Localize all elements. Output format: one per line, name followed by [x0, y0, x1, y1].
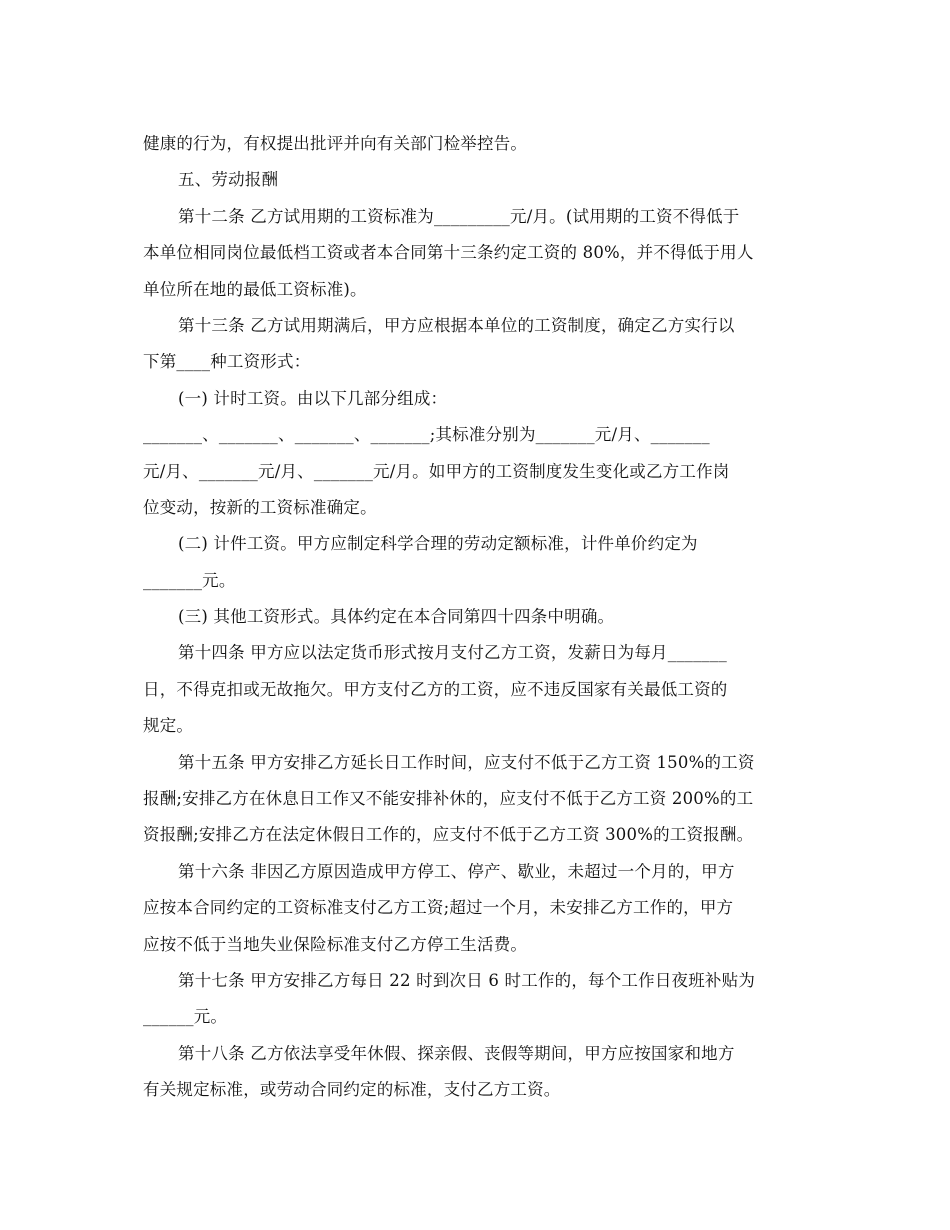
text-line: 应按不低于当地失业保险标准支付乙方停工生活费。: [143, 934, 528, 954]
text-line: (一) 计时工资。由以下几部分组成：: [178, 388, 448, 408]
text-line: 第十四条 甲方应以法定货币形式按月支付乙方工资，发薪日为每月_______: [178, 643, 727, 663]
text-line: 第十八条 乙方依法享受年休假、探亲假、丧假等期间，甲方应按国家和地方: [178, 1043, 735, 1063]
text-line: 日，不得克扣或无故拖欠。甲方支付乙方的工资，应不违反国家有关最低工资的: [143, 679, 728, 699]
text-line: 报酬;安排乙方在休息日工作又不能安排补休的，应支付不低于乙方工资 200%的工: [143, 789, 754, 809]
text-line: _______、_______、_______、_______;其标准分别为_______元/月、_______: [143, 425, 710, 445]
text-line: 第十六条 非因乙方原因造成甲方停工、停产、歇业，未超过一个月的，甲方: [178, 861, 735, 881]
text-line: 第十二条 乙方试用期的工资标准为_________元/月。(试用期的工资不得低于: [178, 206, 740, 226]
document-body: [143, 126, 803, 1109]
text-line: 第十三条 乙方试用期满后，甲方应根据本单位的工资制度，确定乙方实行以: [178, 315, 735, 335]
text-line: 第十七条 甲方安排乙方每日 22 时到次日 6 时工作的，每个工作日夜班补贴为: [178, 970, 756, 990]
text-line: 位变动，按新的工资标准确定。: [143, 497, 377, 517]
text-line: (二) 计件工资。甲方应制定科学合理的劳动定额标准，计件单价约定为: [178, 534, 698, 554]
text-line: 本单位相同岗位最低档工资或者本合同第十三条约定工资的 80%，并不得低于用人: [143, 243, 754, 263]
section-heading: 五、劳动报酬: [178, 170, 279, 190]
text-line: 元/月、_______元/月、_______元/月。如甲方的工资制度发生变化或乙方工作岗: [143, 461, 730, 481]
text-line: 有关规定标准，或劳动合同约定的标准，支付乙方工资。: [143, 1080, 561, 1100]
text-line: 健康的行为，有权提出批评并向有关部门检举控告。: [143, 134, 528, 153]
text-line: _______元。: [143, 570, 236, 590]
text-line: ______元。: [143, 1007, 228, 1027]
text-line: 单位所在地的最低工资标准)。: [143, 279, 367, 299]
text-line: 下第____种工资形式：: [143, 352, 311, 372]
text-line: 资报酬;安排乙方在法定休假日工作的，应支付不低于乙方工资 300%的工资报酬。: [143, 825, 754, 845]
text-line: 规定。: [143, 716, 194, 736]
text-line: 第十五条 甲方安排乙方延长日工作时间，应支付不低于乙方工资 150%的工资: [178, 752, 755, 772]
text-line: 应按本合同约定的工资标准支付乙方工资;超过一个月，未安排乙方工作的，甲方: [143, 898, 734, 918]
text-line: (三) 其他工资形式。具体约定在本合同第四十四条中明确。: [178, 607, 615, 627]
